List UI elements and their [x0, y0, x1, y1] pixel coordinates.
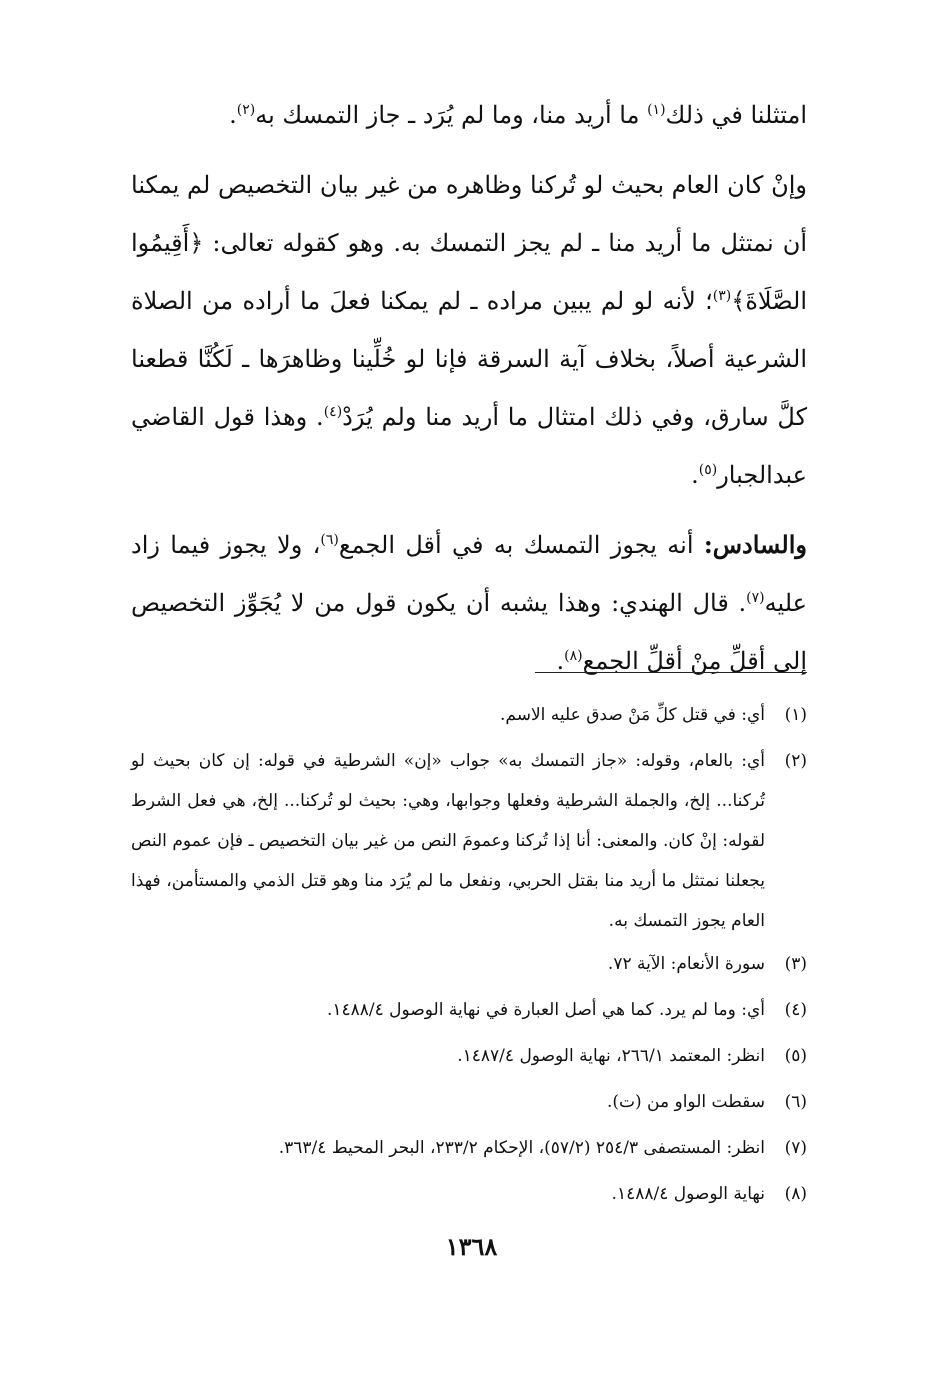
text-run: أنه يجوز التمسك به في أقل الجمع [338, 531, 704, 559]
footnote [131, 1171, 807, 1217]
footnote-marker: (٢) [236, 102, 256, 118]
text-run: ما أريد منا، وما لم يُرَد ـ جاز التمسك به [255, 101, 648, 129]
footnote-marker: (٧) [746, 590, 765, 606]
footnote [131, 987, 807, 1033]
footnote-marker: (٥) [698, 462, 718, 478]
footnote-separator [535, 672, 807, 673]
footnote [131, 738, 807, 941]
footnote-number: (٢) [784, 751, 807, 771]
text-run: . [229, 101, 237, 129]
text-run: امتثلنا في ذلك [665, 101, 807, 129]
text-run: . قال الهندي: وهذا يشبه أن يكون قول من لا يُجَوِّز التخصيص إلى أقلِّ مِنْ أقلِّ الجمع [131, 589, 807, 675]
footnote-marker: (٤) [323, 404, 343, 420]
paragraph [131, 516, 807, 690]
footnote-text: أي: بالعام، وقوله: «جاز التمسك به» جواب «إن» الشرطية في قوله: إن كان بحيث لو تُركنا... إلخ، والجملة الشرطية وفعلها وجوابها، وهي: بحيث لو تُركنا... إلخ، هي فعل الشرط لقوله: إنْ كان. والمعنى: أنا إذا تُركنا وعمومَ النص من غير بيان التخصيص ـ فإن عموم النص يجعلنا نمتثل ما أريد منا بقتل الحربي، ونفعل ما لم يُرَد منا وهو قتل الذمي والمستأمن، فهذا العام يجوز التمسك به. [131, 751, 765, 931]
footnote [131, 941, 807, 987]
footnote-number: (١) [784, 705, 807, 725]
footnote-marker: (٨) [564, 648, 583, 664]
footnote [131, 692, 807, 738]
footnote-text: سورة الأنعام: الآية ٧٢. [607, 954, 765, 974]
footnote-marker: (٦) [320, 532, 339, 548]
footnote-number: (٦) [784, 1092, 807, 1112]
footnote-marker: (١) [647, 102, 666, 118]
text-run: . وهذا قول القاضي عبدالجبار [131, 403, 807, 489]
footnote-marker: (٣) [712, 288, 732, 304]
footnote-text: انظر: المعتمد ٢٦٦/١، نهاية الوصول ١٤٨٧/٤. [457, 1046, 765, 1066]
paragraph [131, 86, 807, 144]
footnote [131, 1125, 807, 1171]
footnote-text: أي: في قتل كلِّ مَنْ صدق عليه الاسم. [500, 705, 765, 725]
paragraph [131, 156, 807, 504]
paragraph-lead: والسادس: [703, 530, 807, 559]
text-run: ، ولا يجوز فيما زاد عليه [131, 531, 807, 617]
page-number: ١٣٦٨ [445, 1232, 498, 1261]
footnote-number: (٧) [784, 1138, 807, 1158]
text-run: . [556, 647, 565, 675]
footnote-number: (٤) [784, 1000, 807, 1020]
footnote-number: (٣) [784, 954, 807, 974]
text-run: . [691, 461, 699, 489]
footnote [131, 1079, 807, 1125]
footnote-number: (٥) [784, 1046, 807, 1066]
footnote-text: انظر: المستصفى ٢٥٤/٣ (٥٧/٢)، الإحكام ٢٣٣/٢، البحر المحيط ٣٦٣/٤. [278, 1138, 765, 1158]
footnote-text: نهاية الوصول ١٤٨٨/٤. [611, 1184, 765, 1204]
text-run: وإنْ كان العام بحيث لو تُركنا وظاهره من غير بيان التخصيص لم يمكنا أن نمتثل ما أريد منا ـ لم يجز التمسك به. وهو كقوله تعالى: ﴿أَقِيمُوا الصَّلَاةَ﴾ [131, 171, 807, 315]
footnotes [131, 692, 807, 1217]
text-run: ؛ لأنه لو لم يبين مراده ـ لم يمكنا فعلَ ما أراده من الصلاة الشرعية أصلاً، بخلاف آية السرقة فإنا لو خُلِّينا وظاهرَها ـ لَكُنَّا قطعنا كلَّ سارق، وفي ذلك امتثال ما أريد منا ولم يُرَدْ [131, 287, 808, 431]
footnote-number: (٨) [784, 1184, 807, 1204]
footnote-text: أي: وما لم يرد. كما هي أصل العبارة في نهاية الوصول ١٤٨٨/٤. [326, 1000, 765, 1020]
footnote-text: سقطت الواو من (ت). [606, 1092, 765, 1112]
main-text [131, 86, 807, 702]
footnote [131, 1033, 807, 1079]
